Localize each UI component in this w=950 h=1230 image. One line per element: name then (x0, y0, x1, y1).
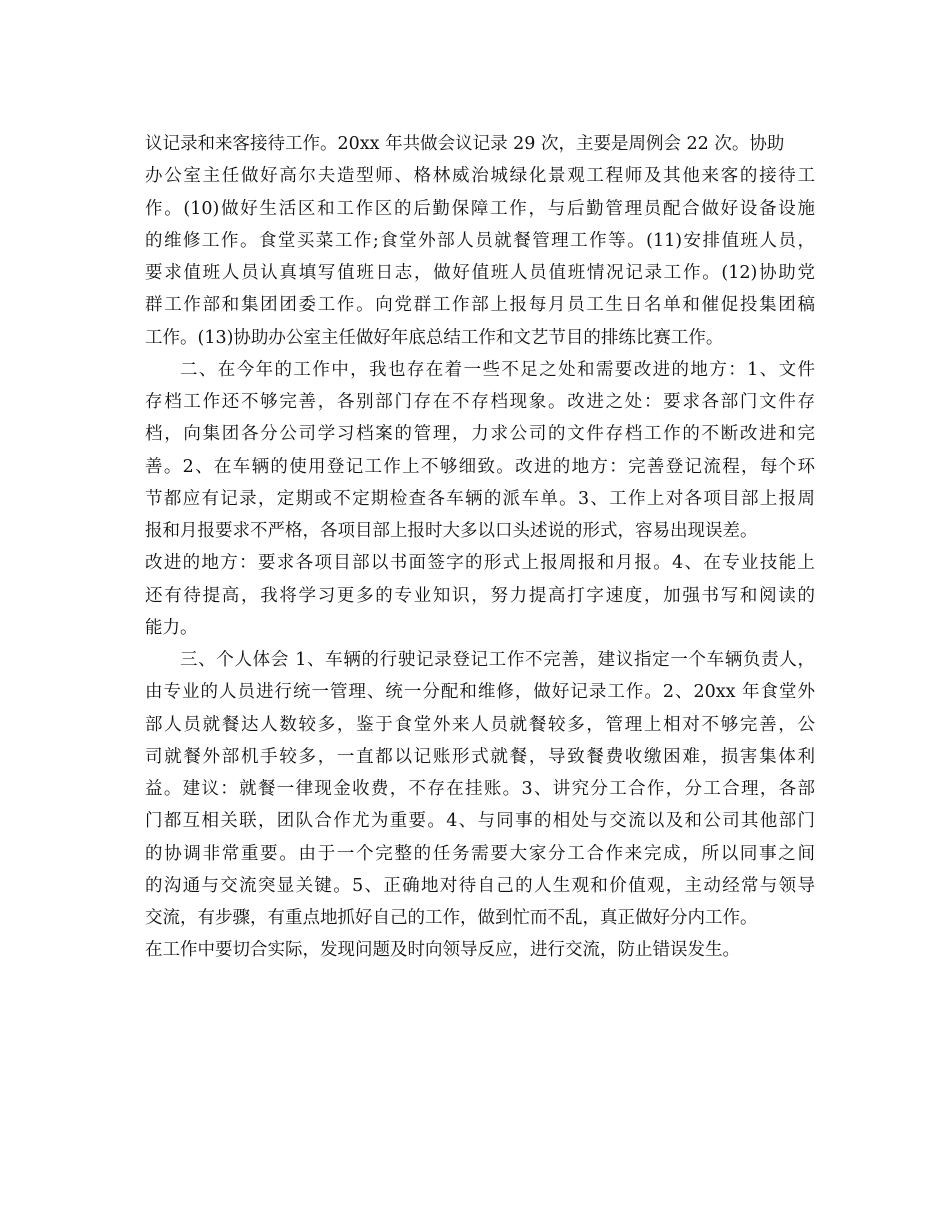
text-line: 办公室主任做好高尔夫造型师、格林威治城绿化景观工程师及其他来客的接待工 (145, 166, 815, 187)
paragraph-first-line: 二、在今年的工作中，我也存在着一些不足之处和需要改进的地方：1、文件 (180, 359, 815, 380)
text-line: 群工作部和集团团委工作。向党群工作部上报每月员工生日名单和催促投集团稿 (145, 295, 815, 316)
text-line: 门都互相关联，团队合作尤为重要。4、与同事的相处与交流以及和公司其他部门 (145, 811, 815, 832)
text-line: 司就餐外部机手较多，一直都以记账形式就餐，导致餐费收缴困难，损害集体利 (145, 746, 815, 767)
paragraph-first-line: 三、个人体会 1、车辆的行驶记录登记工作不完善，建议指定一个车辆负责人， (180, 650, 815, 670)
text-line: 档，向集团各分公司学习档案的管理，力求公司的文件存档工作的不断改进和完 (145, 424, 815, 445)
text-line: 还有待提高，我将学习更多的专业知识，努力提高打字速度，加强书写和阅读的 (145, 585, 815, 606)
text-line: 存档工作还不够完善，各别部门存在不存档现象。改进之处：要求各部门文件存 (145, 392, 815, 412)
text-line: 议记录和来客接待工作。20xx 年共做会议记录 29 次，主要是周例会 22 次。协助 (145, 134, 785, 154)
text-line: 善。2、在车辆的使用登记工作上不够细致。改进的地方：完善登记流程，每个环 (145, 456, 815, 477)
text-line: 的沟通与交流突显关键。5、正确地对待自己的人生观和价值观，主动经常与领导 (145, 875, 815, 896)
text-line: 交流，有步骤，有重点地抓好自己的工作，做到忙而不乱，真正做好分内工作。 (145, 908, 758, 928)
text-line: 要求值班人员认真填写值班日志，做好值班人员值班情况记录工作。(12)协助党 (145, 263, 815, 283)
text-line: 益。建议：就餐一律现金收费，不存在挂账。3、讲究分工合作，分工合理，各部 (145, 779, 815, 799)
text-line: 报和月报要求不严格，各项目部上报时大多以口头述说的形式，容易出现误差。 (145, 521, 758, 541)
document-body (145, 128, 815, 967)
text-line: 在工作中要切合实际，发现问题及时向领导反应，进行交流，防止错误发生。 (145, 940, 740, 961)
text-line: 工作。(13)协助办公室主任做好年底总结工作和文艺节目的排练比赛工作。 (145, 327, 724, 348)
text-line: 部人员就餐达人数较多，鉴于食堂外来人员就餐较多，管理上相对不够完善，公 (145, 714, 815, 735)
text-line: 节都应有记录，定期或不定期检查各车辆的派车单。3、工作上对各项目部上报周 (145, 488, 815, 509)
text-line: 改进的地方：要求各项目部以书面签字的形式上报周报和月报。4、在专业技能上 (145, 553, 815, 574)
text-line: 作。(10)做好生活区和工作区的后勤保障工作，与后勤管理员配合做好设备设施 (145, 198, 815, 219)
text-line: 由专业的人员进行统一管理、统一分配和维修，做好记录工作。2、20xx 年食堂外 (145, 682, 815, 703)
text-line: 的维修工作。食堂买菜工作;食堂外部人员就餐管理工作等。(11)安排值班人员， (145, 230, 815, 251)
text-line: 能力。 (145, 617, 198, 638)
text-line: 的协调非常重要。由于一个完整的任务需要大家分工合作来完成，所以同事之间 (145, 843, 815, 864)
